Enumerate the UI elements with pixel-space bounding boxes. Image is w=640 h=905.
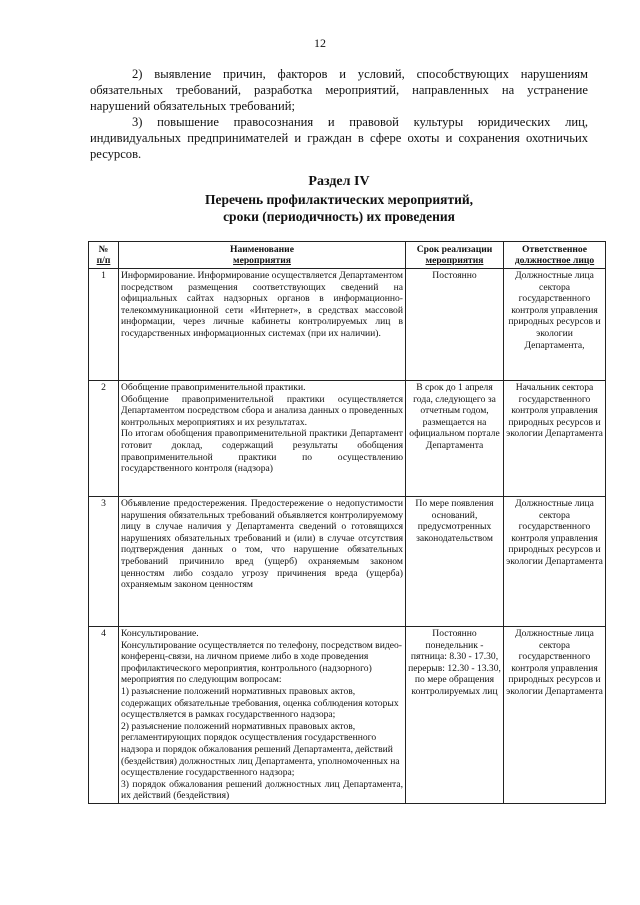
row-deadline: В срок до 1 апреля года, следующего за отчетным годом, размещается на официальном портале Департамента (406, 381, 504, 497)
row-deadline: Постоянно (406, 269, 504, 381)
section-subtitle-line1: Перечень профилактических мероприятий, (204, 192, 474, 207)
table-header-row (89, 242, 606, 269)
header-name: Наименование мероприятия (119, 242, 406, 269)
table-row (89, 627, 606, 804)
row-name: Информирование. Информирование осуществляется Департаментом посредством размещения соответствующих сведений на официальных сайтах надзорных органов в информационно-телекоммуникационной сети «Интернет», в средствах массовой информации, через личные кабинеты контролируемых лиц в государственных информационных системах (при их наличии). (119, 269, 406, 381)
intro-paragraph: 2) выявление причин, факторов и условий, способствующих нарушениям обязательных требований, разработка мероприятий, направленных на устранение нарушений обязательных требований; (90, 67, 588, 113)
row-number: 4 (89, 627, 119, 804)
row-name: Консультирование. Консультирование осуществляется по телефону, посредством видео-конференц-связи, на личном приеме либо в ходе проведения профилактического мероприятия, контрольного (надзорного) мероприятия по следующим вопросам: 1) разъяснение положений нормативных правовых актов, содержащих обязательные требования, оценка соблюдения которых осуществляется в рамках государственного надзора; 2) разъяснение положений нормативных правовых актов, регламентирующих порядок осуществления государственного надзора и порядок обжалования решений Департамента, действий (бездействия) должностных лиц Департамента, уполномоченных на осуществление государственного надзора; 3) порядок обжалования решений должностных лиц Департамента, их действий (бездействия) (119, 627, 406, 804)
table-row (89, 497, 606, 627)
row-name: Обобщение правоприменительной практики. Обобщение правоприменительной практики осуществляется Департаментом посредством сбора и анализа данных о проведенных контрольных мероприятиях и их результатах. По итогам обобщения правоприменительной практики Департамент готовит доклад, содержащий результаты обобщения правоприменительной практики по осуществлению государственного контроля (надзора) (119, 381, 406, 497)
section-heading (90, 172, 588, 225)
row-number: 2 (89, 381, 119, 497)
intro-text (90, 66, 588, 162)
measures-table (88, 241, 606, 804)
section-subtitle-line2: сроки (периодичность) их проведения (223, 209, 455, 224)
intro-paragraph: 3) повышение правосознания и правовой культуры юридических лиц, индивидуальных предпринимателей и граждан в сфере охоты и сохранения охотничьих ресурсов. (90, 115, 588, 161)
row-number: 1 (89, 269, 119, 381)
row-name: Объявление предостережения. Предостережение о недопустимости нарушения обязательных требований объявляется контролируемому лицу в случае наличия у Департамента сведений о готовящихся нарушениях обязательных требований и (или) в случае отсутствия подтверждения данных о том, что нарушение обязательных требований причинило вред (ущерб) охраняемым законом ценностям либо создало угрозу причинения вреда (ущерба) охраняемым законом ценностям (119, 497, 406, 627)
header-deadline: Срок реализации мероприятия (406, 242, 504, 269)
row-responsible: Должностные лица сектора государственного контроля управления природных ресурсов и экологии Департамента, (504, 269, 606, 381)
row-responsible: Должностные лица сектора государственного контроля управления природных ресурсов и экологии Департамента (504, 497, 606, 627)
row-number: 3 (89, 497, 119, 627)
row-deadline: Постоянно понедельник - пятница: 8.30 - 17.30, перерыв: 12.30 - 13.30, по мере обращения контролируемых лиц (406, 627, 504, 804)
header-num: № п/п (89, 242, 119, 269)
section-title: Раздел IV (308, 174, 370, 189)
row-deadline: По мере появления оснований, предусмотренных законодательством (406, 497, 504, 627)
row-responsible: Должностные лица сектора государственного контроля управления природных ресурсов и экологии Департамента (504, 627, 606, 804)
page-number: 12 (314, 36, 326, 50)
table-row (89, 381, 606, 497)
table-row (89, 269, 606, 381)
row-responsible: Начальник сектора государственного контроля управления природных ресурсов и экологии Департамента (504, 381, 606, 497)
header-responsible: Ответственное должностное лицо (504, 242, 606, 269)
